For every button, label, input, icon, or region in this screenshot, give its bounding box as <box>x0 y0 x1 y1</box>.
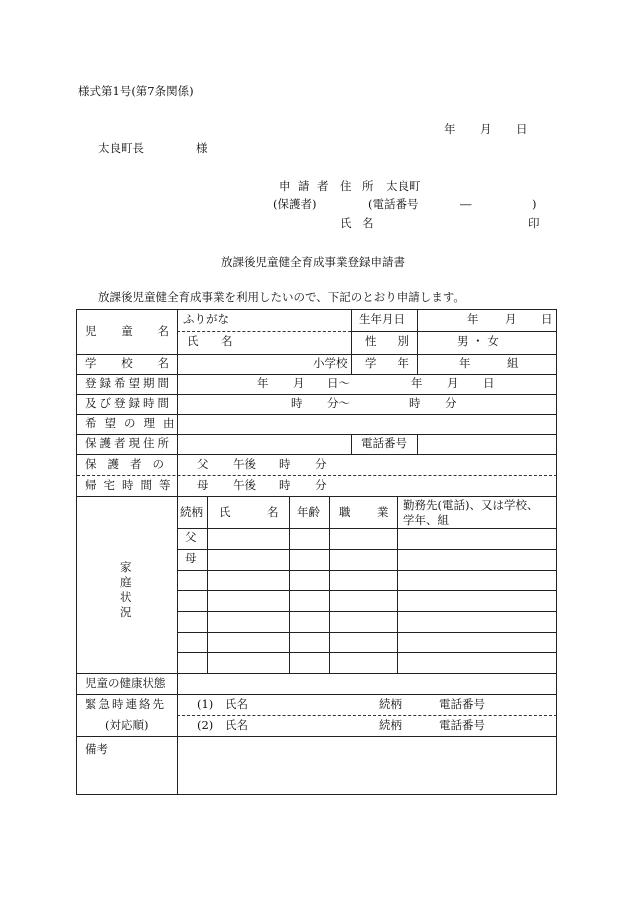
emergency-label: 緊急時連絡先 <box>85 697 166 711</box>
pickup-label-1: 保護者の <box>85 457 175 471</box>
period-month-1: 月 <box>293 376 305 390</box>
applicant-name-label-1: 氏 <box>340 216 352 230</box>
divider-guardian-phone <box>351 434 352 454</box>
family-header-name-2: 名 <box>267 505 279 519</box>
family-row-father: 父 <box>185 530 197 544</box>
birth-year: 年 <box>467 312 479 326</box>
row-line-9 <box>77 694 557 695</box>
address-label-2: 所 <box>362 179 374 193</box>
family-row-line-1 <box>177 528 557 529</box>
sex-char-1: 性 <box>365 334 377 348</box>
date-year: 年 <box>444 122 456 136</box>
child-name-char-3: 名 <box>157 324 169 338</box>
period-year-1: 年 <box>257 376 269 390</box>
address-label-1: 住 <box>340 179 352 193</box>
family-row-line-7 <box>177 652 557 653</box>
family-row-line-5 <box>177 611 557 612</box>
emergency-2-phone: 電話番号 <box>439 718 485 732</box>
date-month: 月 <box>480 122 492 136</box>
emergency-1-name: 氏名 <box>225 697 248 711</box>
time-hour-2: 時 <box>409 396 421 410</box>
guardian-label: (保護者) <box>273 197 317 211</box>
pickup-father-minute: 分 <box>315 457 327 471</box>
row-line-6 <box>77 454 557 455</box>
pickup-father-hour: 時 <box>279 457 291 471</box>
pickup-mother-pm: 午後 <box>233 478 256 492</box>
applicant-name-label-2: 名 <box>362 216 374 230</box>
grade-char-2: 年 <box>397 356 409 370</box>
health-label: 児童の健康状態 <box>85 676 166 690</box>
child-name-label <box>85 326 169 338</box>
applicant-phone-close: ) <box>532 197 537 211</box>
row-line-3 <box>77 394 557 395</box>
birth-month: 月 <box>505 312 517 326</box>
family-header-job-2: 業 <box>377 505 389 519</box>
school-char-3: 名 <box>157 356 169 370</box>
child-name-char-2: 童 <box>121 324 133 338</box>
application-table <box>76 309 557 795</box>
family-char-3: 状 <box>120 590 132 604</box>
row-line-8 <box>77 673 557 674</box>
divider-guardian-phone-value <box>417 434 418 454</box>
intro-text: 放課後児童健全育成事業を利用したいので、下記のとおり申請します。 <box>98 290 465 304</box>
divider-school <box>351 354 352 374</box>
family-header-age: 年齢 <box>297 505 320 519</box>
seal-mark: 印 <box>528 216 540 230</box>
grade-kumi: 組 <box>507 356 519 370</box>
child-name-char-1: 児 <box>85 324 97 338</box>
guardian-phone-label: 電話番号 <box>361 436 407 450</box>
divider-birth <box>351 310 352 354</box>
date-day: 日 <box>516 122 528 136</box>
pickup-dashed-line <box>77 475 557 476</box>
period-day-1: 日～ <box>327 376 350 390</box>
emergency-order: (対応順) <box>105 718 149 732</box>
school-char-2: 校 <box>121 356 133 370</box>
time-minute-1: 分～ <box>327 396 350 410</box>
pickup-father-pm: 午後 <box>233 457 256 471</box>
applicant-phone-dash: ― <box>460 197 472 211</box>
emergency-2-relation: 続柄 <box>379 718 402 732</box>
family-div-3 <box>329 496 330 673</box>
family-header-relation: 続柄 <box>180 505 203 519</box>
time-minute-2: 分 <box>445 396 457 410</box>
grade-label <box>365 358 409 370</box>
family-header-job-1: 職 <box>339 505 351 519</box>
family-char-4: 況 <box>120 605 132 619</box>
sex-char-2: 別 <box>397 334 409 348</box>
birth-sex-line <box>351 331 557 332</box>
sex-label <box>365 336 409 348</box>
elementary-label: 小学校 <box>313 356 348 370</box>
applicant-label-1: 申 <box>279 179 291 193</box>
child-name-sub-1: 氏 <box>187 334 199 348</box>
pickup-mother: 母 <box>197 478 209 492</box>
period-label: 登録希望期間 <box>85 376 172 390</box>
reason-label: 希望の理由 <box>85 416 183 430</box>
emergency-1-relation: 続柄 <box>379 697 402 711</box>
family-row-line-2 <box>177 549 557 550</box>
grade-char-1: 学 <box>365 356 377 370</box>
period-year-2: 年 <box>411 376 423 390</box>
child-name-sub-2: 名 <box>221 334 233 348</box>
school-label <box>85 358 169 370</box>
form-title: 放課後児童健全育成事業登録申請書 <box>221 255 405 269</box>
address-value: 太良町 <box>386 179 421 193</box>
row-line-2 <box>77 374 557 375</box>
period-month-2: 月 <box>447 376 459 390</box>
emergency-1-num: (1) <box>197 697 214 711</box>
applicant-phone-label: (電話番号 <box>368 197 419 211</box>
school-char-1: 学 <box>85 356 97 370</box>
guardian-address-label: 保護者現住所 <box>85 436 172 450</box>
emergency-dashed-line <box>177 715 557 716</box>
birthdate-label: 生年月日 <box>359 312 405 326</box>
addressee-name: 太良町長 <box>98 141 144 155</box>
family-header-workplace-2: 学年、組 <box>403 513 449 527</box>
birth-day: 日 <box>541 312 553 326</box>
form-number: 様式第1号(第7条関係) <box>78 84 194 98</box>
furigana-label: ふりがな <box>183 312 229 326</box>
family-row-line-3 <box>177 570 557 571</box>
family-header-workplace-1: 勤務先(電話)、又は学校、 <box>403 498 539 512</box>
row-line-7 <box>77 496 557 497</box>
row-line-10 <box>77 736 557 737</box>
period-day-2: 日 <box>483 376 495 390</box>
row-line-4 <box>77 414 557 415</box>
family-situation-label <box>120 560 134 620</box>
remarks-label: 備考 <box>85 742 108 756</box>
family-char-1: 家 <box>120 560 132 574</box>
emergency-2-num: (2) <box>197 718 214 732</box>
grade-nen: 年 <box>459 356 471 370</box>
family-row-line-4 <box>177 590 557 591</box>
divider-grade-value <box>417 354 418 374</box>
family-div-1 <box>207 496 208 673</box>
pickup-mother-minute: 分 <box>315 478 327 492</box>
pickup-mother-hour: 時 <box>279 478 291 492</box>
family-header-name-1: 氏 <box>219 505 231 519</box>
family-row-line-6 <box>177 632 557 633</box>
emergency-1-phone: 電話番号 <box>439 697 485 711</box>
sex-value: 男 ・ 女 <box>457 334 499 348</box>
emergency-2-name: 氏名 <box>225 718 248 732</box>
row-line-1 <box>77 354 557 355</box>
family-div-2 <box>289 496 290 673</box>
applicant-label-2: 請 <box>298 179 310 193</box>
family-char-2: 庭 <box>120 575 132 589</box>
row-line-5 <box>77 434 557 435</box>
time-label: 及び登録時間 <box>85 396 172 410</box>
family-div-4 <box>397 496 398 673</box>
addressee-honorific: 様 <box>196 141 208 155</box>
furigana-dashed-line <box>177 331 351 332</box>
time-hour-1: 時 <box>291 396 303 410</box>
divider-birth-value <box>417 310 418 354</box>
applicant-label-3: 者 <box>317 179 329 193</box>
pickup-father: 父 <box>197 457 209 471</box>
label-column-divider <box>177 310 178 795</box>
pickup-label-2: 帰宅時間等 <box>85 478 178 492</box>
family-row-mother: 母 <box>185 551 197 565</box>
